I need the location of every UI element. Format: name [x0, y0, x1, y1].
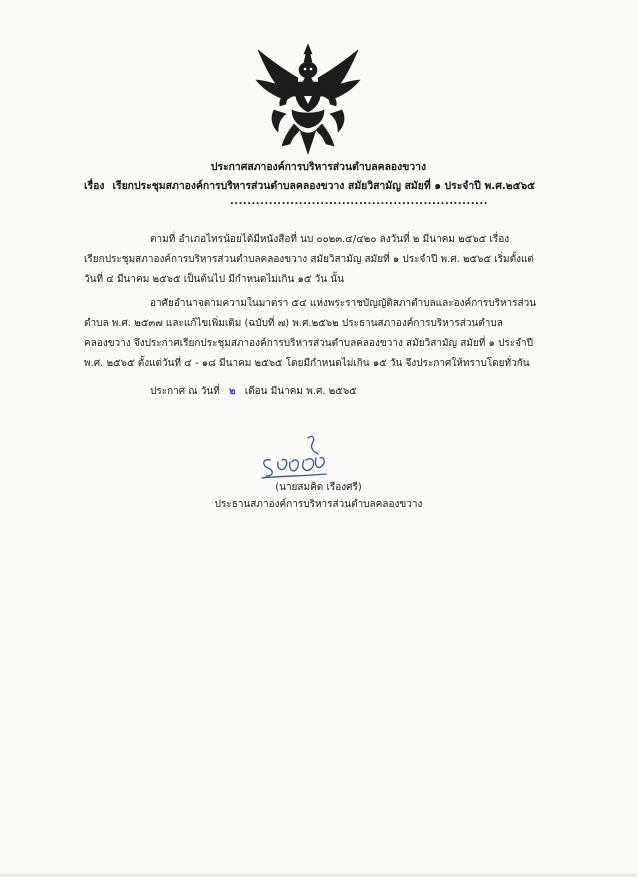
handwritten-signature-icon: [256, 432, 336, 482]
title-divider: ............................................................: [230, 196, 488, 207]
paragraph-line: พ.ศ. ๒๕๖๕ ตั้งแต่วันที่ ๔ - ๑๘ มีนาคม ๒๕๖๕ โดยมีกำหนดไม่เกิน ๑๕ วัน จึงประกาศให้ทราบโดยทั่วกัน: [84, 358, 530, 369]
paragraph-reference: [84, 230, 554, 290]
date-day: ๒: [228, 386, 236, 397]
subject-label: เรื่อง: [84, 180, 105, 192]
date-prefix: ประกาศ ณ วันที่: [150, 386, 220, 397]
paragraph-authority: [84, 294, 554, 374]
announcement-subject: [84, 177, 535, 194]
paragraph-line: คลองขวาง จึงประกาศเรียกประชุมสภาองค์การบริหารส่วนตำบลคลองขวาง สมัยวิสามัญ สมัยที่ ๑ ประจำปี: [84, 338, 533, 349]
page-edge: [0, 873, 637, 877]
paragraph-line: ตามที่ อำเภอไทรน้อยได้มีหนังสือที่ นบ ๐๐๒๓.๔/๔๒๐ ลงวันที่ ๒ มีนาคม ๒๕๖๕ เรื่อง: [150, 234, 510, 245]
date-suffix: เดือน มีนาคม พ.ศ. ๒๕๖๕: [244, 386, 357, 397]
paragraph-line: เรียกประชุมสภาองค์การบริหารส่วนตำบลคลองขวาง สมัยวิสามัญ สมัยที่ ๑ ประจำปี พ.ศ. ๒๕๖๕ เริ่มตั้งแต่: [84, 254, 534, 265]
paragraph-line: อาศัยอำนาจตามความในมาตรา ๕๔ แห่งพระราชบัญญัติสภาตำบลและองค์การบริหารส่วน: [150, 298, 537, 309]
signer-name: (นายสมคิด เรืองศรี): [275, 482, 362, 493]
announcement-date: [84, 382, 554, 402]
paragraph-line: ตำบล พ.ศ. ๒๕๓๗ และแก้ไขเพิ่มเติม (ฉบับที่ ๗) พ.ศ.๒๕๖๒ ประธานสภาองค์การบริหารส่วนตำบล: [84, 318, 503, 329]
garuda-emblem-icon: [254, 40, 362, 158]
signer-position: ประธานสภาองค์การบริหารส่วนตำบลคลองขวาง: [214, 499, 423, 510]
subject-text: เรียกประชุมสภาองค์การบริหารส่วนตำบลคลองขวาง สมัยวิสามัญ สมัยที่ ๑ ประจำปี พ.ศ.๒๕๖๕: [112, 180, 535, 192]
announcement-title: ประกาศสภาองค์การบริหารส่วนตำบลคลองขวาง: [210, 161, 427, 173]
paragraph-line: วันที่ ๔ มีนาคม ๒๕๖๕ เป็นต้นไป มีกำหนดไม่เกิน ๑๕ วัน นั้น: [84, 274, 344, 285]
